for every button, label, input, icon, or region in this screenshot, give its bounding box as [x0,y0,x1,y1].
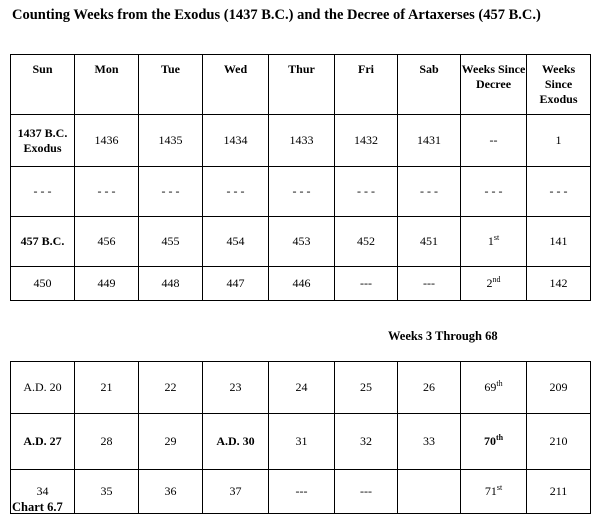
table-cell: 456 [75,217,139,267]
ordinal-week-cell [461,267,527,301]
table-cell: 1435 [139,115,203,167]
ellipsis-cell: - - - [75,167,139,217]
table-cell: 37 [203,470,269,514]
header-weeks-since-exodus: Weeks Since Exodus [527,55,591,115]
ordinal-number: 70 [483,434,496,448]
table-cell: 1431 [398,115,461,167]
ordinal-suffix: st [493,233,500,242]
ordinal-week-cell [461,414,527,470]
table-cell: 210 [527,414,591,470]
ellipsis-cell: - - - [139,167,203,217]
table-cell: 452 [335,217,398,267]
ordinal-number: 71 [484,484,497,498]
header-wed: Wed [203,55,269,115]
ordinal-number: 2 [486,276,493,290]
header-sab: Sab [398,55,461,115]
table-cell: 451 [398,217,461,267]
ordinal-number: 69 [484,380,497,394]
ordinal-week-cell [461,217,527,267]
table-cell: A.D. 20 [11,362,75,414]
table-row [11,115,591,167]
header-sun: Sun [11,55,75,115]
header-fri: Fri [335,55,398,115]
table-cell: 35 [75,470,139,514]
cell-exodus-year: 1437 B.C. Exodus [11,115,75,167]
table-cell: 209 [527,362,591,414]
table-cell: 21 [75,362,139,414]
table-cell: --- [335,470,398,514]
table-cell: 1 [527,115,591,167]
table-row [11,470,591,514]
ellipsis-cell: - - - [335,167,398,217]
table-cell: 36 [139,470,203,514]
table-row [11,167,591,217]
table-cell: 22 [139,362,203,414]
table-row [11,267,591,301]
table-cell: 453 [269,217,335,267]
table-cell: 26 [398,362,461,414]
table-cell: 142 [527,267,591,301]
table-cell: 1433 [269,115,335,167]
top-weeks-table [10,54,591,301]
ordinal-suffix: nd [492,275,501,284]
table-cell: 31 [269,414,335,470]
table-cell: 141 [527,217,591,267]
ellipsis-cell: - - - [269,167,335,217]
header-tue: Tue [139,55,203,115]
bottom-weeks-table [10,361,591,514]
table-cell: 450 [11,267,75,301]
chart-caption: Chart 6.7 [12,500,63,514]
table-row [11,217,591,267]
table-cell: 24 [269,362,335,414]
ellipsis-cell: - - - [461,167,527,217]
table-cell: 447 [203,267,269,301]
table-cell: 34 [11,470,75,514]
table-cell: 211 [527,470,591,514]
table-cell: 455 [139,217,203,267]
ordinal-suffix: th [495,433,504,442]
ordinal-suffix: th [496,379,503,388]
table-cell: 454 [203,217,269,267]
table-cell: 446 [269,267,335,301]
table-cell: 1436 [75,115,139,167]
ellipsis-cell: - - - [398,167,461,217]
chart-title: Counting Weeks from the Exodus (1437 B.C.) and the Decree of Artaxerses (457 B.C.) [12,7,541,23]
table-cell: A.D. 27 [11,414,75,470]
header-weeks-since-decree: Weeks Since Decree [461,55,527,115]
table-cell: 23 [203,362,269,414]
ellipsis-cell: - - - [11,167,75,217]
table-cell: --- [335,267,398,301]
weeks-through-label: Weeks 3 Through 68 [388,329,498,343]
header-thur: Thur [269,55,335,115]
cell-decree-year: 457 B.C. [11,217,75,267]
table-cell: 448 [139,267,203,301]
ordinal-number: 1 [487,234,494,248]
table-row [11,362,591,414]
table-cell: 1434 [203,115,269,167]
ellipsis-cell: - - - [203,167,269,217]
ordinal-week-cell [461,362,527,414]
table-cell: 449 [75,267,139,301]
table-cell: 32 [335,414,398,470]
table-cell: 25 [335,362,398,414]
ordinal-week-cell [461,470,527,514]
table-cell: 28 [75,414,139,470]
table-cell: 33 [398,414,461,470]
table-cell: 29 [139,414,203,470]
ellipsis-cell: - - - [527,167,591,217]
table-cell: --- [269,470,335,514]
ordinal-suffix: st [496,483,503,492]
table-cell [398,470,461,514]
table-cell: A.D. 30 [203,414,269,470]
table-cell: -- [461,115,527,167]
table-cell: --- [398,267,461,301]
header-mon: Mon [75,55,139,115]
table-cell: 1432 [335,115,398,167]
table-row [11,414,591,470]
header-row [11,55,591,115]
